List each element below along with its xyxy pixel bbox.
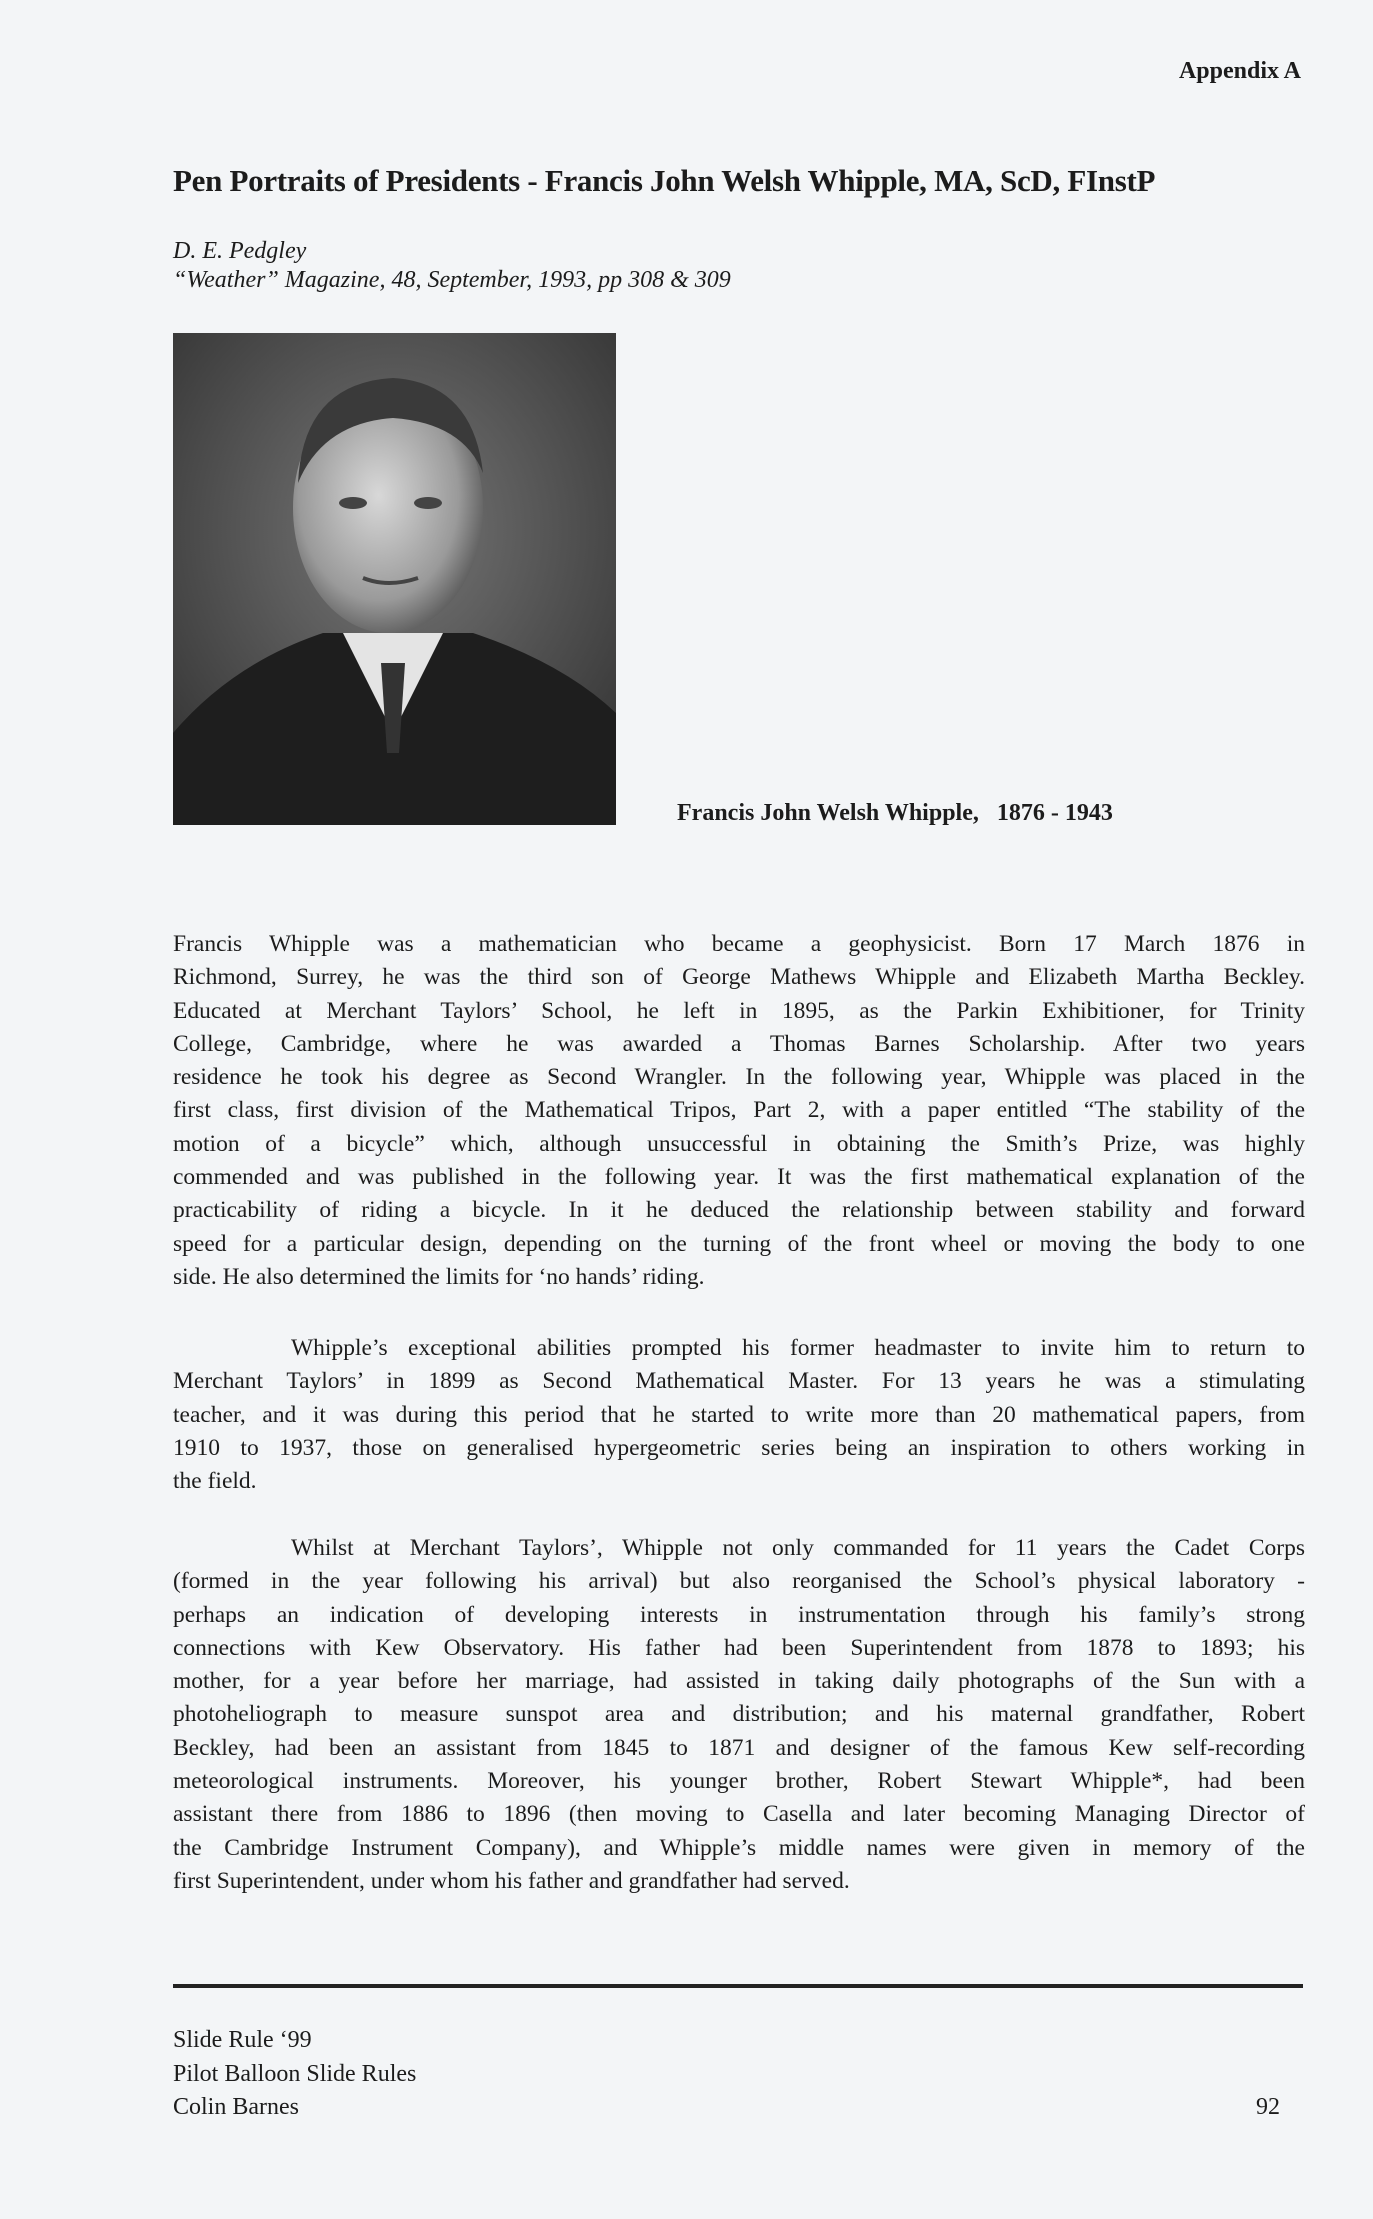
text-line: Merchant Taylors’ in 1899 as Second Mathematical Master. For 13 years he was a stimulating [173, 1368, 1305, 1395]
footer-subtitle: Pilot Balloon Slide Rules [173, 2061, 417, 2087]
text-line: Whilst at Merchant Taylors’, Whipple not only commanded for 11 years the Cadet Corps [291, 1535, 1305, 1561]
text-line: Richmond, Surrey, he was the third son of George Mathews Whipple and Elizabeth Martha Beckley. [173, 964, 1305, 991]
text-line: Francis Whipple was a mathematician who became a geophysicist. Born 17 March 1876 in [173, 931, 1305, 957]
text-line: first Superintendent, under whom his father and grandfather had served. [173, 1867, 850, 1894]
paragraph-2 [173, 1332, 1305, 1498]
text-line: motion of a bicycle” which, although unsuccessful in obtaining the Smith’s Prize, was highly [173, 1130, 1305, 1157]
text-line: practicability of riding a bicycle. In it he deduced the relationship between stability and forward [173, 1197, 1305, 1224]
text-line: residence he took his degree as Second Wrangler. In the following year, Whipple was placed in the [173, 1064, 1305, 1091]
text-line: meteorological instruments. Moreover, his younger brother, Robert Stewart Whipple*, had been [173, 1768, 1305, 1795]
photo-caption: Francis John Welsh Whipple, 1876 - 1943 [677, 800, 1113, 826]
text-line: (formed in the year following his arrival) but also reorganised the School’s physical laboratory - [173, 1568, 1305, 1595]
appendix-label: Appendix A [1178, 58, 1301, 84]
text-line: teacher, and it was during this period that he started to write more than 20 mathematical papers, from [173, 1401, 1305, 1428]
text-line: Whipple’s exceptional abilities prompted his former headmaster to invite him to return to [291, 1335, 1305, 1361]
text-line: College, Cambridge, where he was awarded a Thomas Barnes Scholarship. After two years [173, 1030, 1305, 1057]
text-line: perhaps an indication of developing interests in instrumentation through his family’s strong [173, 1601, 1305, 1628]
text-line: Beckley, had been an assistant from 1845 to 1871 and designer of the famous Kew self-recording [173, 1734, 1305, 1761]
portrait-photo [173, 333, 616, 825]
paragraph-3 [173, 1532, 1305, 1898]
text-line: speed for a particular design, depending on the turning of the front wheel or moving the body to one [173, 1230, 1305, 1257]
text-line: the field. [173, 1468, 257, 1495]
text-line: the Cambridge Instrument Company), and Whipple’s middle names were given in memory of the [173, 1834, 1305, 1861]
footer-title: Slide Rule ‘99 [173, 2027, 312, 2053]
footer-divider [173, 1984, 1303, 1988]
text-line: photoheliograph to measure sunspot area and distribution; and his maternal grandfather, Robert [173, 1701, 1305, 1728]
text-line: side. He also determined the limits for ‘no hands’ riding. [173, 1263, 705, 1290]
page-number: 92 [1256, 2094, 1280, 2120]
text-line: first class, first division of the Mathematical Tripos, Part 2, with a paper entitled “The stability of the [173, 1097, 1305, 1124]
text-line: Educated at Merchant Taylors’ School, he left in 1895, as the Parkin Exhibitioner, for Trinity [173, 997, 1305, 1024]
text-line: assistant there from 1886 to 1896 (then moving to Casella and later becoming Managing Director of [173, 1801, 1305, 1828]
text-line: commended and was published in the following year. It was the first mathematical explanation of the [173, 1164, 1305, 1191]
text-line: mother, for a year before her marriage, had assisted in taking daily photographs of the Sun with a [173, 1668, 1305, 1695]
paragraph-1 [173, 928, 1305, 1294]
source-citation: “Weather” Magazine, 48, September, 1993, pp 308 & 309 [173, 267, 731, 293]
text-line: connections with Kew Observatory. His father had been Superintendent from 1878 to 1893; his [173, 1634, 1305, 1661]
text-line: 1910 to 1937, those on generalised hypergeometric series being an inspiration to others working in [173, 1434, 1305, 1461]
page-title: Pen Portraits of Presidents - Francis John Welsh Whipple, MA, ScD, FInstP [173, 163, 1156, 198]
author: D. E. Pedgley [173, 238, 307, 264]
footer-author: Colin Barnes [173, 2094, 299, 2120]
